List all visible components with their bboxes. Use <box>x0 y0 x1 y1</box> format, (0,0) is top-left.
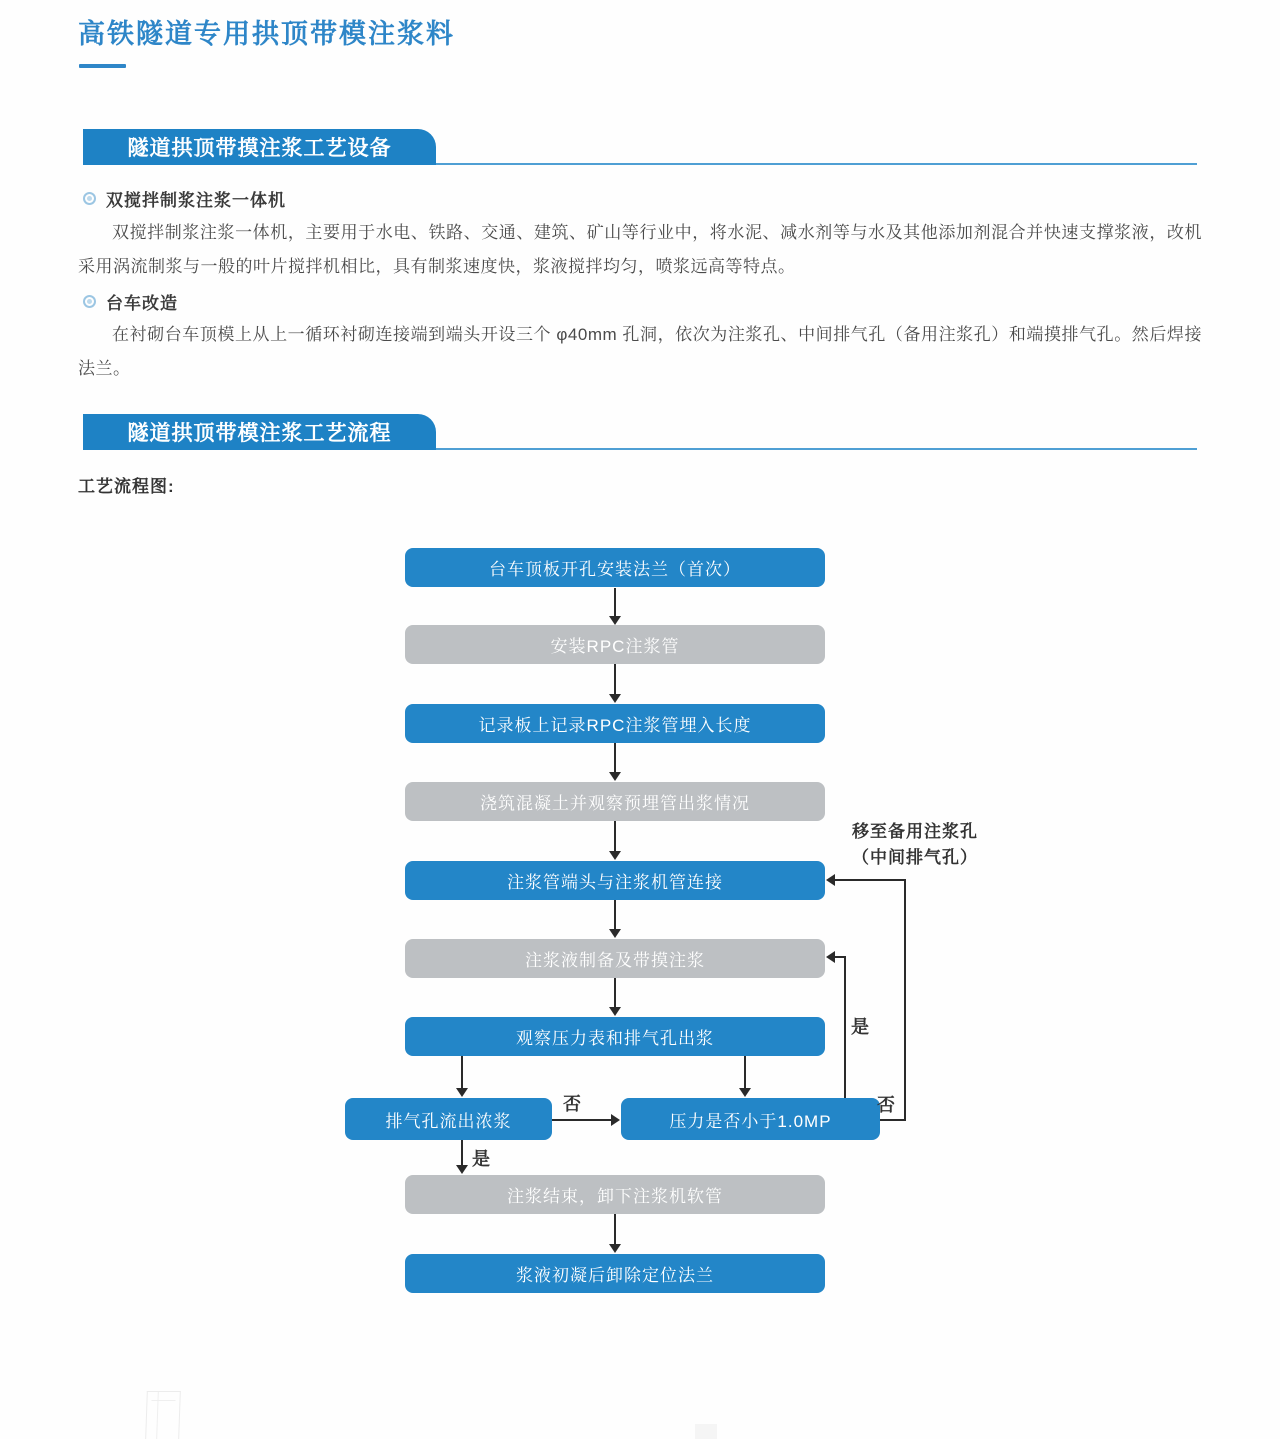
arrow-down-icon <box>461 1056 463 1088</box>
feedback-note-line1: 移至备用注浆孔 <box>852 822 978 841</box>
flow-node-remove-flange: 浆液初凝后卸除定位法兰 <box>405 1254 825 1293</box>
building-watermark <box>145 1391 181 1439</box>
arrow-left-icon <box>826 951 835 963</box>
equipment-item-1 <box>83 186 286 211</box>
edge-label-no-feedback: 否 <box>877 1095 895 1115</box>
equipment-item-2-heading: 台车改造 <box>106 294 178 313</box>
feedback-line-no <box>904 879 906 1121</box>
double-circle-bullet-icon <box>83 192 96 205</box>
flow-node-record-pipe-length: 记录板上记录RPC注浆管埋入长度 <box>405 704 825 743</box>
arrow-down-icon <box>744 1056 746 1088</box>
title-underline <box>79 64 126 68</box>
edge-label-yes-feedback: 是 <box>851 1017 869 1037</box>
arrow-down-icon <box>614 743 616 772</box>
arrow-left-icon <box>826 874 835 886</box>
equipment-item-1-body: 双搅拌制浆注浆一体机，主要用于水电、铁路、交通、建筑、矿山等行业中，将水泥、减水剂等与水及其他添加剂混合并快速支撑浆液，改机采用涡流制浆与一般的叶片搅拌机相比，具有制浆速度快，浆液搅拌均匀，喷浆远高等特点。 <box>78 223 1202 276</box>
flowchart-caption: 工艺流程图: <box>78 477 175 496</box>
feedback-note-line2: （中间排气孔） <box>852 848 978 867</box>
flow-node-pour-concrete-observe: 浇筑混凝土并观察预埋管出浆情况 <box>405 782 825 821</box>
equipment-item-1-heading: 双搅拌制浆注浆一体机 <box>106 191 286 210</box>
equipment-item-2-body: 在衬砌台车顶模上从上一循环衬砌连接端到端头开设三个 φ40mm 孔洞，依次为注浆孔、中间排气孔（备用注浆孔）和端摸排气孔。然后焊接法兰。 <box>78 325 1202 378</box>
arrow-down-icon <box>614 821 616 851</box>
arrow-down-icon <box>614 978 616 1007</box>
section-banner-equipment: 隧道拱顶带摸注浆工艺设备 <box>83 129 436 165</box>
feedback-line-yes <box>844 957 846 1098</box>
flow-node-observe-pressure-gauge: 观察压力表和排气孔出浆 <box>405 1017 825 1056</box>
arrow-down-icon <box>614 664 616 694</box>
flow-node-grouting-finished: 注浆结束，卸下注浆机软管 <box>405 1175 825 1214</box>
feedback-line-no <box>833 879 906 881</box>
page-title: 高铁隧道专用拱顶带模注浆料 <box>78 19 455 49</box>
flow-node-open-hole-install-flange: 台车顶板开孔安装法兰（首次） <box>405 548 825 587</box>
arrow-down-icon <box>614 1214 616 1244</box>
edge-label-no: 否 <box>563 1094 581 1114</box>
flow-node-install-rpc-pipe: 安装RPC注浆管 <box>405 625 825 664</box>
arrow-down-icon <box>614 588 616 616</box>
flow-node-vent-thick-grout: 排气孔流出浓浆 <box>345 1098 552 1140</box>
edge-label-yes: 是 <box>472 1149 490 1169</box>
arrow-right-icon <box>552 1119 611 1121</box>
footer-smudge <box>695 1424 717 1439</box>
arrow-down-icon <box>614 900 616 929</box>
arrow-down-icon <box>461 1140 463 1165</box>
equipment-item-2 <box>83 289 178 314</box>
flow-node-prepare-grout: 注浆液制备及带摸注浆 <box>405 939 825 978</box>
section-banner-process: 隧道拱顶带模注浆工艺流程 <box>83 414 436 450</box>
double-circle-bullet-icon <box>83 295 96 308</box>
feedback-line-no <box>880 1119 906 1121</box>
flow-node-pressure-check: 压力是否小于1.0MP <box>621 1098 880 1140</box>
flow-node-connect-grouting-machine: 注浆管端头与注浆机管连接 <box>405 861 825 900</box>
